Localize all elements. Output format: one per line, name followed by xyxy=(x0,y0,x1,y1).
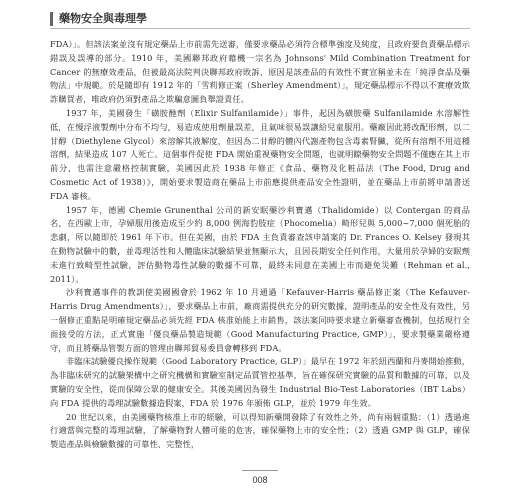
body-text xyxy=(50,38,470,452)
paragraph: 非臨床試驗優良操作規範（Good Laboratory Practice, GLP）」最早在 1972 年於紐西蘭和丹麥開始推動，為非臨床研究的試驗架構中之研究機構和實驗室制定品質管控基準，旨在確保研究實驗的品質和數據的可靠，以及實驗的安全性，從而保障公眾的健康安全。其後美國因為發生 Industrial Bio-Test Laboratories（IBT Labs）向 FDA 提供的毒理試驗數據造假案，FDA 於 1976 年頒佈 GLP，並於 1979 年生效。 xyxy=(50,356,470,408)
header-divider xyxy=(50,28,470,29)
paragraph: FDA）」。但該法案並沒有規定藥品上市前需先送審，僅要求藥品必須符合標準強度及純度，且政府要負責藥品標示錯誤及誤導的部分。1910 年，美國聯邦政府藉機一宗名為 Johnsons' Mild Combination Treatment for Cancer 的無療效產品，但被最高法院判決聯邦政府敗訴，原因是該產品的有效性不實宣稱並未在「純淨食品及藥物法」中規範。於是隨即有 1912 年的「雪莉修正案（Sherley Amendment）」，規定藥品標示不得以不實療效欺詐購買者，唯政府仍須對產品之欺騙意圖負舉證責任。 xyxy=(50,39,470,105)
paragraph: 沙利寶邁事件的教訓使美國國會於 1962 年 10 月通過「Kefauver-Harris 藥品修正案（The Kefauver-Harris Drug Amendments）」，要求藥品上市前，廠商需提供充分的研究數據，證明產品的安全性及有效性，另一個修正重點是明確規定藥品必須先經 FDA 核准始能上市銷售，該法案同時要求建立新藥審查機制，包括現行全面接受的方法，正式實施「優良藥品製造規範（Good Manufacturing Practice, GMP）」，要求製藥業嚴格遵守，而且將藥品管製方面的管理由聯邦貿易委員會轉移到 FDA。 xyxy=(50,287,470,353)
page-header xyxy=(50,4,470,26)
paragraph: 1957 年，德國 Chemie Grunenthal 公司的新安眠藥沙利寶邁（Thalidomide）以 Contergan 的商品名，在西歐上市，孕婦服用後造成至少約 8,000 例海豹肢症（Phocomelia）畸形兒與 5,000~7,000 個死胎的悲劇，所以隨即於 1961 年下市。但在美國，由於 FDA 主負責審查該申請案的 Dr. Frances O. Kelsey 發現其在動物試驗中的數，並毒理活性和人體臨床試驗結果並無顯示大，且因長期安全任何作用，大量用於孕婦的安眠劑未進行致畸型性試驗，評估動物毒性試驗的數據不可靠，最終未同意在美國上市而避免災難（Rehman et al., 2011）。 xyxy=(50,204,470,284)
paragraph: 1937 年，美國發生「磺胺酏劑（Elixir Sulfanilamide）」事件，起因為磺胺藥 Sulfanilamide 水溶解性低，在慢浮液製劑中分布不均勻，易造成使用劑量誤差，且氣味很易誤讓給兒童服用。藥廠因此將改配形劑，以二甘醇（Diethylene Glycol）來溶解其液解度，但因為二甘醇的體內代謝產物包含毒素腎臟，從所有溶劑不用這種溶劑，結果造成 107 人死亡。這個事件促使 FDA 開始重視藥物安全問題，也就明瞭藥物安全問題不僅應在其上市前分，也需注意嚴格控制實驗，美國因此於 1938 年修正《食品、藥物及化粧品法（The Food, Drug and Cosmetic Act of 1938）》，開始要求製造商在藥品上市前應提供產品安全性證明，並在藥品上市前將申請書送 FDA 審核。 xyxy=(50,107,470,201)
page-number-label: 008 xyxy=(242,470,277,485)
running-header-title: 藥物安全與毒理學 xyxy=(50,12,147,26)
page-number xyxy=(0,470,520,485)
paragraph: 20 世紀以來，由美國藥物核准上市的經驗，可以得知新藥開發除了有效性之外，尚有兩個重點：（1）透過進行適當與完整的毒理試驗，了解藥物對人體可能的危害，確保藥物上市的安全性；（2）透過 GMP 與 GLP，確保製造產品與檢驗數據的可靠性、完整性， xyxy=(50,411,470,450)
